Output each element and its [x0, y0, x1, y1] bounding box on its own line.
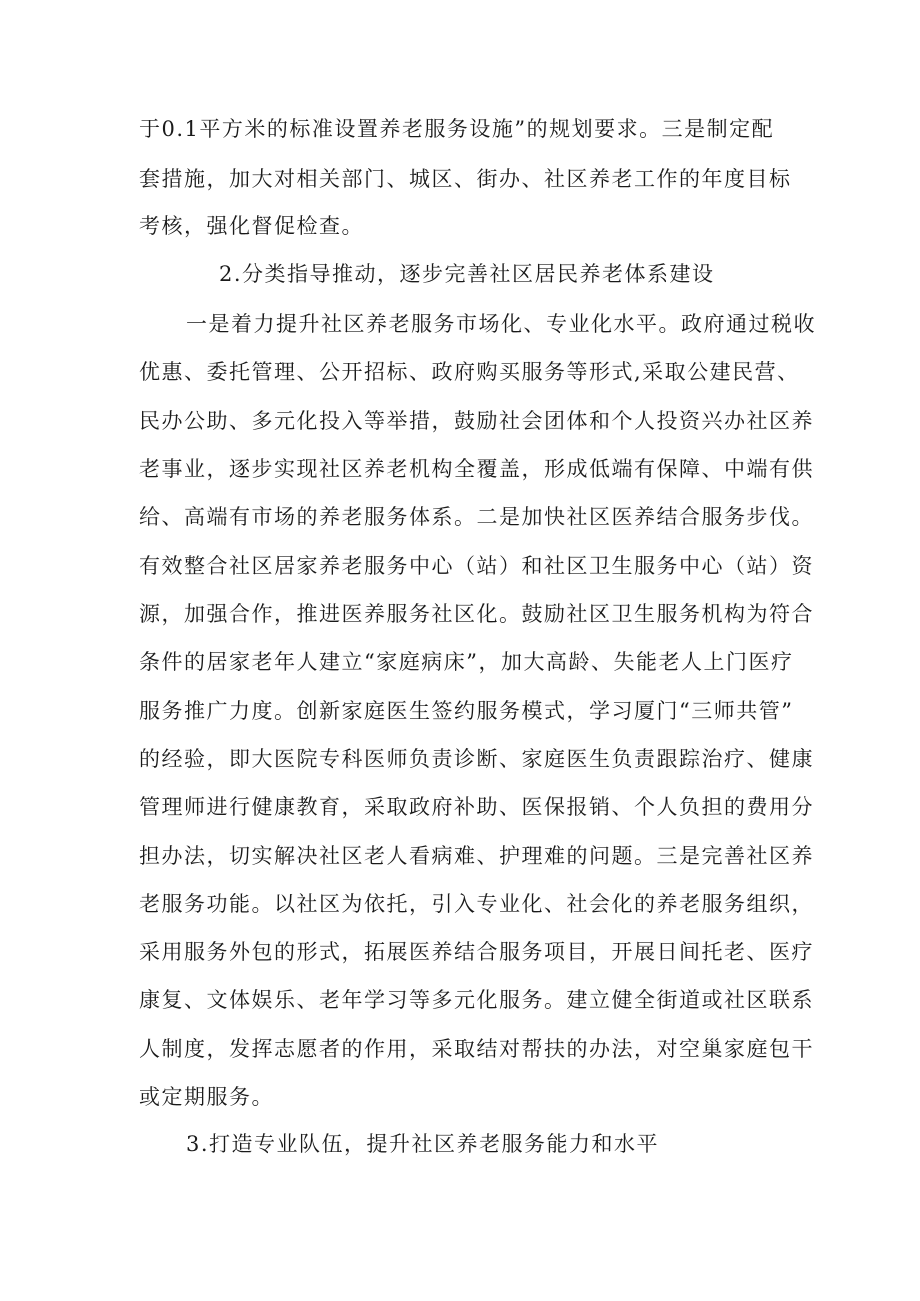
paragraph-line-18: 采用服务外包的形式，拓展医养结合服务项目，开展日间托老、医疗 — [139, 940, 814, 964]
paragraph-line-12: 条件的居家老年人建立“家庭病床”，加大高龄、失能老人上门医疗 — [139, 650, 794, 674]
paragraph-line-5: 一是着力提升社区养老服务市场化、专业化水平。政府通过税收 — [186, 312, 816, 336]
paragraph-line-21: 或定期服务。 — [139, 1085, 274, 1109]
paragraph-line-20: 人制度，发挥志愿者的作用，采取结对帮扶的办法，对空巢家庭包干 — [139, 1037, 814, 1061]
paragraph-line-7: 民办公助、多元化投入等举措，鼓励社会团体和个人投资兴办社区养 — [139, 409, 814, 433]
paragraph-line-2: 套措施，加大对相关部门、城区、街办、社区养老工作的年度目标 — [139, 167, 792, 191]
paragraph-line-9: 给、高端有市场的养老服务体系。二是加快社区医养结合服务步伐。 — [139, 505, 814, 529]
paragraph-line-10: 有效整合社区居家养老服务中心（站）和社区卫生服务中心（站）资 — [139, 554, 814, 578]
paragraph-line-15: 管理师进行健康教育，采取政府补助、医保报销、个人负担的费用分 — [139, 795, 814, 819]
paragraph-line-17: 老服务功能。以社区为依托，引入专业化、社会化的养老服务组织， — [139, 892, 814, 916]
paragraph-line-16: 担办法，切实解决社区老人看病难、护理难的问题。三是完善社区养 — [139, 844, 814, 868]
paragraph-line-11: 源，加强合作，推进医养服务社区化。鼓励社区卫生服务机构为符合 — [139, 602, 814, 626]
paragraph-line-14: 的经验，即大医院专科医师负责诊断、家庭医生负责跟踪治疗、健康 — [139, 747, 814, 771]
paragraph-line-8: 老事业，逐步实现社区养老机构全覆盖，形成低端有保障、中端有供 — [139, 457, 814, 481]
paragraph-line-6: 优惠、委托管理、公开招标、政府购买服务等形式,采取公建民营、 — [139, 360, 800, 384]
paragraph-line-1: 于0.1平方米的标准设置养老服务设施”的规划要求。三是制定配 — [139, 117, 775, 141]
paragraph-line-3: 考核，强化督促检查。 — [139, 214, 364, 238]
section-heading-2: 2.分类指导推动，逐步完善社区居民养老体系建设 — [219, 262, 715, 286]
section-heading-3: 3.打造专业队伍，提升社区养老服务能力和水平 — [186, 1132, 660, 1156]
paragraph-line-19: 康复、文体娱乐、老年学习等多元化服务。建立健全街道或社区联系 — [139, 988, 814, 1012]
paragraph-line-13: 服务推广力度。创新家庭医生签约服务模式，学习厦门“三师共管” — [139, 699, 794, 723]
